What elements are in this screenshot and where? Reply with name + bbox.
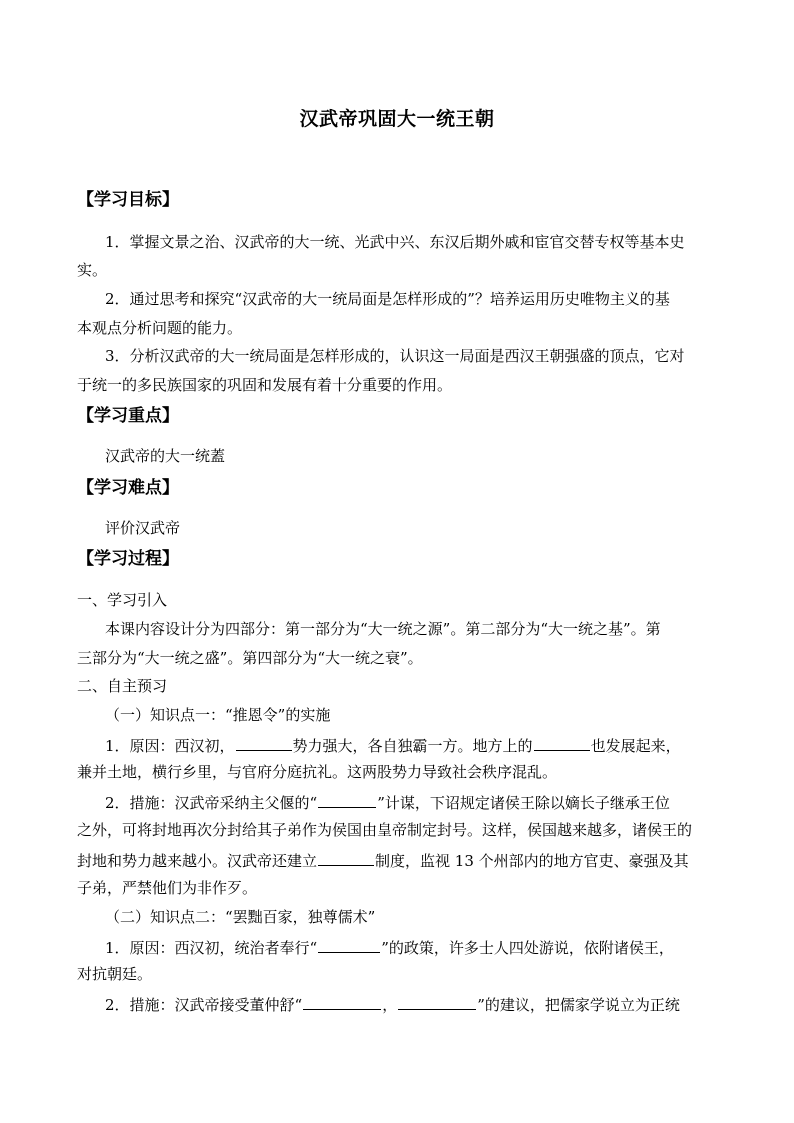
k1-line-3-b: ”计谋，下诏规定诸侯王除以嫡长子继承王位 <box>377 794 670 812</box>
k2-line-3 <box>105 993 680 1015</box>
intro-line-2: 三部分为“大一统之盛”。第四部分为“大一统之衰”。 <box>77 649 423 667</box>
knowledge-point-2-title: （二）知识点二：“罢黜百家，独尊儒术” <box>105 908 376 926</box>
k1-line-1-c: 也发展起来， <box>590 737 681 755</box>
fill-blank[interactable] <box>236 734 292 751</box>
fill-blank[interactable] <box>318 936 380 953</box>
page-title: 汉武帝巩固大一统王朝 <box>299 108 495 130</box>
section-1-title: 一、学习引入 <box>77 591 168 609</box>
learning-goals-heading: 【学习目标】 <box>77 190 179 210</box>
k1-line-5-b: 制度，监视 13 个州部内的地方官吏、豪强及其 <box>375 852 689 870</box>
k1-line-1-a: 1．原因：西汉初， <box>105 737 235 755</box>
k2-line-3-a: 2．措施：汉武帝接受董仲舒“ <box>105 996 303 1014</box>
k2-line-1-a: 1．原因：西汉初，统治者奉行“ <box>105 939 318 957</box>
difficulty-heading: 【学习难点】 <box>77 478 179 498</box>
intro-line-1: 本课内容设计分为四部分：第一部分为“大一统之源”。第二部分为“大一统之基”。第 <box>105 620 661 638</box>
section-2-title: 二、自主预习 <box>77 677 168 695</box>
k1-line-1-b: 势力强大，各自独霸一方。地方上的 <box>292 737 533 755</box>
knowledge-point-1-title: （一）知识点一：“推恩令”的实施 <box>105 706 331 724</box>
process-heading: 【学习过程】 <box>77 549 179 569</box>
goal-2-line-1: 2．通过思考和探究“汉武帝的大一统局面是怎样形成的”？培养运用历史唯物主义的基 <box>105 290 670 308</box>
k1-line-3 <box>105 791 670 813</box>
goal-2-line-2: 本观点分析问题的能力。 <box>77 319 243 337</box>
goal-3-line-1: 3．分析汉武帝的大一统局面是怎样形成的，认识这一局面是西汉王朝强盛的顶点，它对 <box>105 347 685 365</box>
key-points-text: 汉武帝的大一统蓋 <box>105 447 226 465</box>
k1-line-5-a: 封地和势力越来越小。汉武帝还建立 <box>77 852 318 870</box>
k2-line-1-b: ”的政策，许多士人四处游说，依附诸侯王， <box>381 939 674 957</box>
k1-line-4: 之外，可将封地再次分封给其子弟作为侯国由皇帝制定封号。这样，侯国越来越多，诸侯王的 <box>77 821 693 839</box>
k2-line-1 <box>105 936 674 958</box>
fill-blank[interactable] <box>303 993 381 1010</box>
fill-blank[interactable] <box>398 993 476 1010</box>
k2-line-3-b: ， <box>382 996 398 1014</box>
k1-line-6: 子弟，严禁他们为非作歹。 <box>77 879 258 897</box>
k1-line-5 <box>77 849 689 871</box>
k1-line-2: 兼并土地，横行乡里，与官府分庭抗礼。这两股势力导致社会秩序混乱。 <box>77 763 558 781</box>
key-points-heading: 【学习重点】 <box>77 406 179 426</box>
k2-line-3-c: ”的建议，把儒家学说立为正统 <box>477 996 680 1014</box>
fill-blank[interactable] <box>318 791 376 808</box>
difficulty-text: 评价汉武帝 <box>105 519 181 537</box>
goal-1-line-1: 1．掌握文景之治、汉武帝的大一统、光武中兴、东汉后期外戚和宦官交替专权等基本史 <box>105 233 685 251</box>
k1-line-1 <box>105 734 681 756</box>
goal-3-line-2: 于统一的多民族国家的巩固和发展有着十分重要的作用。 <box>77 376 453 394</box>
k2-line-2: 对抗朝廷。 <box>77 965 153 983</box>
goal-1-line-2: 实。 <box>77 261 108 279</box>
fill-blank[interactable] <box>534 734 590 751</box>
k1-line-3-a: 2．措施：汉武帝采纳主父偃的“ <box>105 794 318 812</box>
fill-blank[interactable] <box>318 849 374 866</box>
